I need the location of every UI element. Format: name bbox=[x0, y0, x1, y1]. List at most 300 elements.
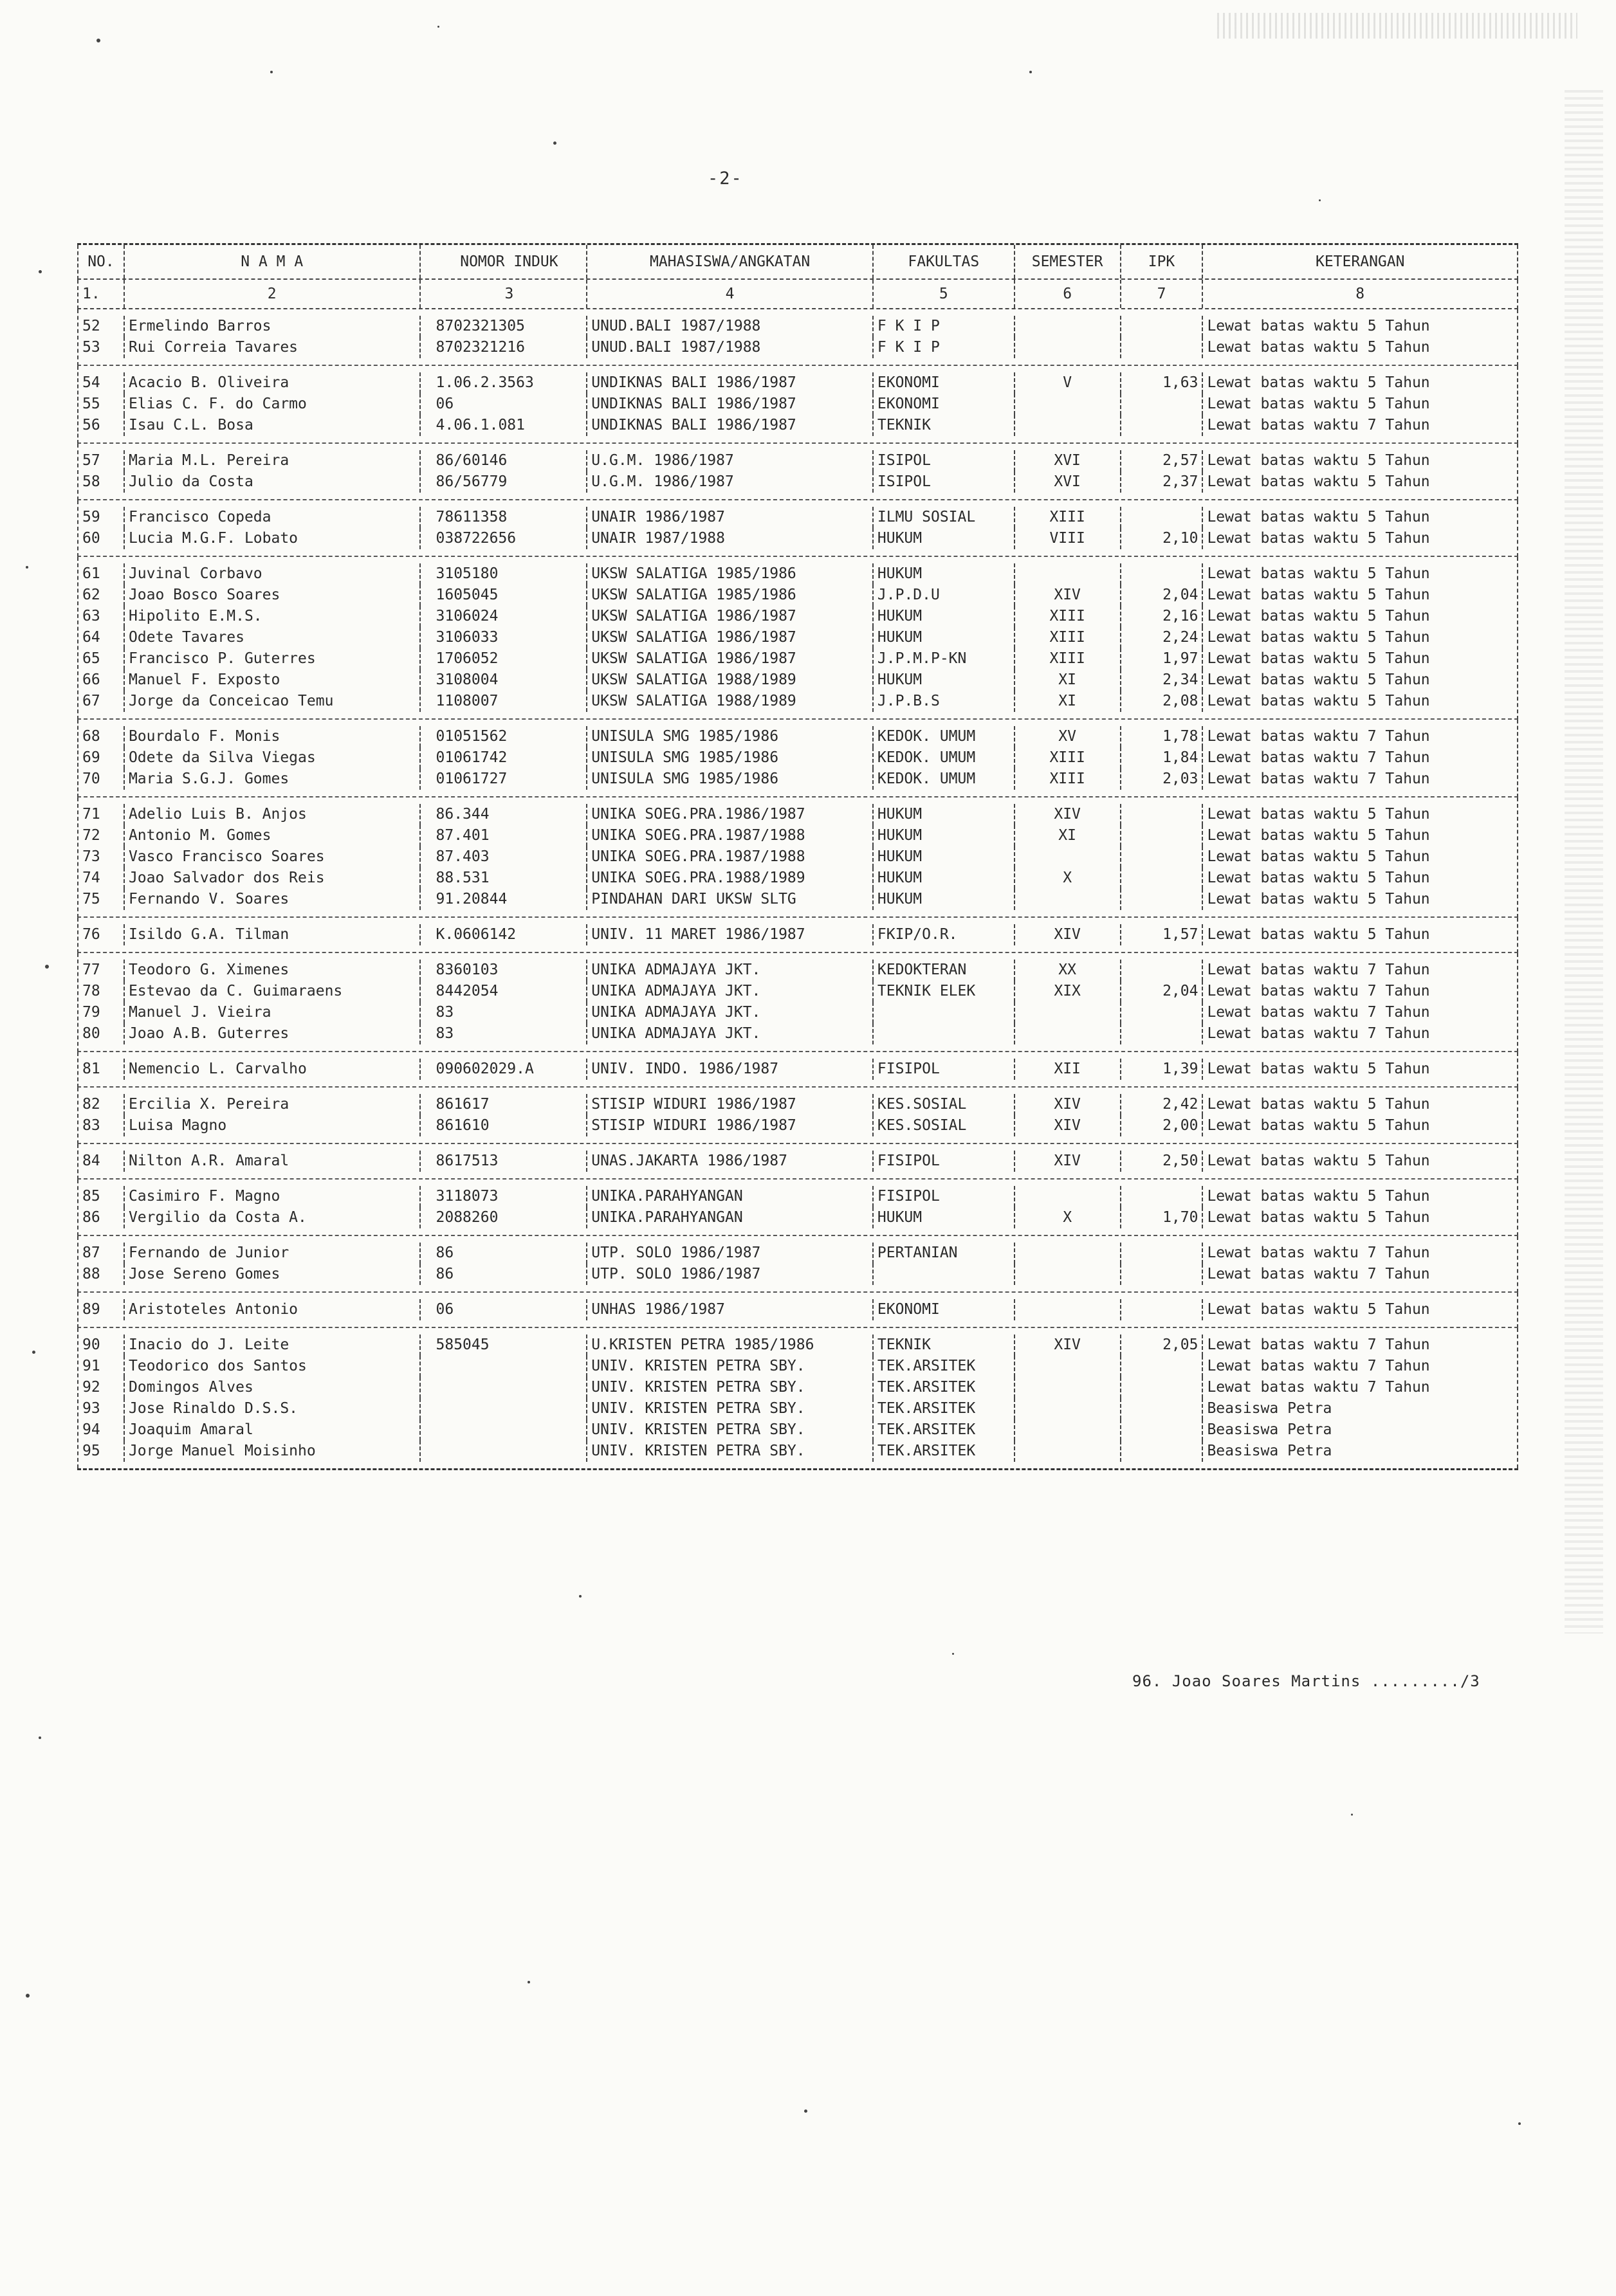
cell-ipk: 2,50 bbox=[1121, 1151, 1204, 1172]
table-row bbox=[78, 1094, 1517, 1115]
cell-nomor-induk: 4.06.1.081 bbox=[421, 415, 588, 436]
cell-no: 95 bbox=[78, 1441, 125, 1462]
cell-keterangan: Lewat batas waktu 5 Tahun bbox=[1207, 848, 1430, 865]
cell-angkatan: UKSW SALATIGA 1988/1989 bbox=[587, 670, 874, 691]
cell-no: 59 bbox=[78, 507, 125, 528]
cell-ipk bbox=[1121, 1264, 1204, 1285]
cell-ipk bbox=[1121, 1419, 1204, 1441]
cell-semester: XIV bbox=[1015, 1151, 1121, 1172]
cell-keterangan: Lewat batas waktu 7 Tahun bbox=[1207, 728, 1430, 745]
cell-nomor-induk: 8360103 bbox=[421, 960, 588, 981]
cell-nama: Joao Salvador dos Reis bbox=[125, 868, 421, 889]
scan-speck bbox=[553, 141, 556, 145]
table-row bbox=[78, 528, 1517, 549]
cell-semester bbox=[1015, 415, 1121, 436]
institution-group bbox=[77, 500, 1518, 557]
cell-fakultas: HUKUM bbox=[874, 1207, 1015, 1228]
cell-nama: Isau C.L. Bosa bbox=[125, 415, 421, 436]
cell-ipk: 2,04 bbox=[1121, 585, 1204, 606]
table-row bbox=[78, 846, 1517, 868]
institution-group bbox=[77, 1180, 1518, 1236]
cell-angkatan: UTP. SOLO 1986/1987 bbox=[587, 1264, 874, 1285]
institution-group bbox=[77, 444, 1518, 500]
table-row bbox=[78, 1335, 1517, 1356]
cell-nama: Adelio Luis B. Anjos bbox=[125, 804, 421, 825]
cell-nomor-induk: 8442054 bbox=[421, 981, 588, 1002]
cell-fakultas: FISIPOL bbox=[874, 1186, 1015, 1207]
cell-nama: Vergilio da Costa A. bbox=[125, 1207, 421, 1228]
colnum-fakultas: 5 bbox=[874, 280, 1015, 308]
cell-no: 69 bbox=[78, 747, 125, 769]
cell-nama: Teodorico dos Santos bbox=[125, 1356, 421, 1377]
cell-keterangan: Lewat batas waktu 5 Tahun bbox=[1207, 1117, 1430, 1134]
institution-group bbox=[77, 1293, 1518, 1328]
cell-ipk: 1,70 bbox=[1121, 1207, 1204, 1228]
cell-ipk bbox=[1121, 825, 1204, 846]
institution-group bbox=[77, 309, 1518, 366]
cell-angkatan: UNIV. KRISTEN PETRA SBY. bbox=[587, 1356, 874, 1377]
table-row bbox=[78, 415, 1517, 436]
cell-fakultas: EKONOMI bbox=[874, 394, 1015, 415]
cell-nama: Juvinal Corbavo bbox=[125, 563, 421, 585]
cell-fakultas: HUKUM bbox=[874, 804, 1015, 825]
cell-nama: Jorge da Conceicao Temu bbox=[125, 691, 421, 712]
cell-keterangan: Lewat batas waktu 5 Tahun bbox=[1207, 870, 1430, 886]
scan-speck bbox=[1029, 71, 1032, 73]
cell-no: 71 bbox=[78, 804, 125, 825]
institution-group bbox=[77, 1052, 1518, 1088]
cell-ipk bbox=[1121, 316, 1204, 337]
cell-ipk: 2,00 bbox=[1121, 1115, 1204, 1136]
student-table bbox=[77, 243, 1518, 1470]
cell-semester: XIV bbox=[1015, 1094, 1121, 1115]
cell-angkatan: UKSW SALATIGA 1985/1986 bbox=[587, 563, 874, 585]
cell-nama: Francisco P. Guterres bbox=[125, 648, 421, 670]
cell-nama: Jose Rinaldo D.S.S. bbox=[125, 1398, 421, 1419]
cell-ipk: 2,42 bbox=[1121, 1094, 1204, 1115]
cell-no: 75 bbox=[78, 889, 125, 910]
cell-semester: XIX bbox=[1015, 981, 1121, 1002]
cell-fakultas: HUKUM bbox=[874, 627, 1015, 648]
cell-nomor-induk: 8702321305 bbox=[421, 316, 588, 337]
cell-keterangan: Lewat batas waktu 7 Tahun bbox=[1207, 1025, 1430, 1042]
cell-semester: XIII bbox=[1015, 648, 1121, 670]
cell-semester bbox=[1015, 563, 1121, 585]
colnum-nama: 2 bbox=[125, 280, 421, 308]
cell-angkatan: UKSW SALATIGA 1988/1989 bbox=[587, 691, 874, 712]
cell-keterangan: Lewat batas waktu 5 Tahun bbox=[1207, 318, 1430, 334]
table-header bbox=[77, 245, 1518, 280]
cell-nama: Fernando de Junior bbox=[125, 1243, 421, 1264]
cell-no: 67 bbox=[78, 691, 125, 712]
cell-keterangan: Lewat batas waktu 5 Tahun bbox=[1207, 374, 1430, 391]
cell-keterangan: Lewat batas waktu 5 Tahun bbox=[1207, 629, 1430, 646]
cell-angkatan: UNIKA ADMAJAYA JKT. bbox=[587, 960, 874, 981]
cell-semester bbox=[1015, 1243, 1121, 1264]
cell-nama: Fernando V. Soares bbox=[125, 889, 421, 910]
institution-group bbox=[77, 366, 1518, 444]
cell-angkatan: UNIKA ADMAJAYA JKT. bbox=[587, 1002, 874, 1023]
cell-ipk: 1,57 bbox=[1121, 924, 1204, 945]
cell-no: 60 bbox=[78, 528, 125, 549]
cell-fakultas: EKONOMI bbox=[874, 372, 1015, 394]
cell-semester: XI bbox=[1015, 670, 1121, 691]
cell-angkatan: STISIP WIDURI 1986/1987 bbox=[587, 1094, 874, 1115]
cell-nomor-induk: 01061742 bbox=[421, 747, 588, 769]
colnum-nomor-induk: 3 bbox=[421, 280, 588, 308]
cell-no: 66 bbox=[78, 670, 125, 691]
cell-nomor-induk bbox=[421, 1356, 588, 1377]
cell-angkatan: UNIKA SOEG.PRA.1986/1987 bbox=[587, 804, 874, 825]
scan-speck bbox=[45, 965, 49, 969]
table-row bbox=[78, 1356, 1517, 1377]
scan-speck bbox=[270, 71, 273, 73]
cell-ipk: 1,39 bbox=[1121, 1059, 1204, 1080]
cell-nama: Julio da Costa bbox=[125, 471, 421, 493]
cell-nama: Maria S.G.J. Gomes bbox=[125, 769, 421, 790]
cell-angkatan: UNIV. KRISTEN PETRA SBY. bbox=[587, 1441, 874, 1462]
cell-nomor-induk: 3108004 bbox=[421, 670, 588, 691]
cell-semester: XI bbox=[1015, 691, 1121, 712]
colnum-semester: 6 bbox=[1015, 280, 1121, 308]
cell-no: 78 bbox=[78, 981, 125, 1002]
cell-angkatan: UNAIR 1986/1987 bbox=[587, 507, 874, 528]
header-ipk: IPK bbox=[1121, 245, 1204, 278]
cell-angkatan: UNHAS 1986/1987 bbox=[587, 1299, 874, 1320]
institution-group bbox=[77, 1088, 1518, 1144]
header-keterangan: KETERANGAN bbox=[1315, 253, 1405, 270]
cell-nama: Ermelindo Barros bbox=[125, 316, 421, 337]
cell-nomor-induk: 01061727 bbox=[421, 769, 588, 790]
cell-no: 93 bbox=[78, 1398, 125, 1419]
cell-ipk: 2,03 bbox=[1121, 769, 1204, 790]
cell-nomor-induk: 1605045 bbox=[421, 585, 588, 606]
cell-semester: VIII bbox=[1015, 528, 1121, 549]
cell-angkatan: UNDIKNAS BALI 1986/1987 bbox=[587, 394, 874, 415]
cell-fakultas: KEDOK. UMUM bbox=[874, 726, 1015, 747]
cell-nomor-induk: 83 bbox=[421, 1023, 588, 1044]
cell-angkatan: UKSW SALATIGA 1986/1987 bbox=[587, 627, 874, 648]
cell-no: 88 bbox=[78, 1264, 125, 1285]
cell-no: 65 bbox=[78, 648, 125, 670]
cell-no: 73 bbox=[78, 846, 125, 868]
cell-angkatan: UNISULA SMG 1985/1986 bbox=[587, 747, 874, 769]
cell-semester bbox=[1015, 337, 1121, 358]
cell-nomor-induk bbox=[421, 1377, 588, 1398]
cell-nomor-induk: 87.401 bbox=[421, 825, 588, 846]
header-semester: SEMESTER bbox=[1015, 245, 1121, 278]
cell-fakultas: J.P.B.S bbox=[874, 691, 1015, 712]
cell-fakultas: TEK.ARSITEK bbox=[874, 1377, 1015, 1398]
cell-semester bbox=[1015, 1299, 1121, 1320]
cell-nomor-induk: 91.20844 bbox=[421, 889, 588, 910]
table-row bbox=[78, 450, 1517, 471]
cell-keterangan: Beasiswa Petra bbox=[1207, 1400, 1332, 1417]
cell-no: 53 bbox=[78, 337, 125, 358]
cell-fakultas: KES.SOSIAL bbox=[874, 1094, 1015, 1115]
table-row bbox=[78, 924, 1517, 945]
cell-keterangan: Lewat batas waktu 7 Tahun bbox=[1207, 1266, 1430, 1282]
page-number: -2- bbox=[708, 169, 743, 188]
cell-fakultas: FKIP/O.R. bbox=[874, 924, 1015, 945]
cell-angkatan: U.KRISTEN PETRA 1985/1986 bbox=[587, 1335, 874, 1356]
cell-keterangan: Lewat batas waktu 5 Tahun bbox=[1207, 530, 1430, 547]
cell-no: 58 bbox=[78, 471, 125, 493]
cell-nama: Manuel J. Vieira bbox=[125, 1002, 421, 1023]
cell-semester bbox=[1015, 889, 1121, 910]
scan-speck bbox=[1518, 2122, 1521, 2125]
cell-nomor-induk: 8617513 bbox=[421, 1151, 588, 1172]
cell-nomor-induk: 83 bbox=[421, 1002, 588, 1023]
cell-keterangan: Lewat batas waktu 5 Tahun bbox=[1207, 671, 1430, 688]
cell-fakultas: HUKUM bbox=[874, 889, 1015, 910]
table-row bbox=[78, 507, 1517, 528]
cell-semester bbox=[1015, 1398, 1121, 1419]
cell-nomor-induk: 861617 bbox=[421, 1094, 588, 1115]
cell-angkatan: UNIV. KRISTEN PETRA SBY. bbox=[587, 1377, 874, 1398]
table-row bbox=[78, 1115, 1517, 1136]
table-row bbox=[78, 606, 1517, 627]
cell-fakultas: J.P.D.U bbox=[874, 585, 1015, 606]
cell-fakultas: PERTANIAN bbox=[874, 1243, 1015, 1264]
cell-nama: Bourdalo F. Monis bbox=[125, 726, 421, 747]
table-row bbox=[78, 316, 1517, 337]
cell-nomor-induk: 3118073 bbox=[421, 1186, 588, 1207]
scan-speck bbox=[437, 26, 439, 28]
scan-speck bbox=[528, 1981, 530, 1983]
cell-nama: Lucia M.G.F. Lobato bbox=[125, 528, 421, 549]
institution-group bbox=[77, 918, 1518, 953]
cell-nomor-induk: 3106033 bbox=[421, 627, 588, 648]
cell-nomor-induk: 86/60146 bbox=[421, 450, 588, 471]
cell-nomor-induk: K.0606142 bbox=[421, 924, 588, 945]
cell-keterangan: Lewat batas waktu 7 Tahun bbox=[1207, 1004, 1430, 1021]
cell-fakultas bbox=[874, 1002, 1015, 1023]
cell-ipk bbox=[1121, 1243, 1204, 1264]
cell-no: 64 bbox=[78, 627, 125, 648]
cell-no: 76 bbox=[78, 924, 125, 945]
cell-semester bbox=[1015, 394, 1121, 415]
cell-nama: Acacio B. Oliveira bbox=[125, 372, 421, 394]
cell-keterangan: Lewat batas waktu 5 Tahun bbox=[1207, 1096, 1430, 1113]
cell-ipk: 1,63 bbox=[1121, 372, 1204, 394]
cell-nomor-induk: 06 bbox=[421, 394, 588, 415]
cell-angkatan: U.G.M. 1986/1987 bbox=[587, 471, 874, 493]
table-row bbox=[78, 804, 1517, 825]
cell-semester bbox=[1015, 1377, 1121, 1398]
table-row bbox=[78, 868, 1517, 889]
cell-keterangan: Lewat batas waktu 5 Tahun bbox=[1207, 926, 1430, 943]
cell-nama: Odete da Silva Viegas bbox=[125, 747, 421, 769]
cell-no: 74 bbox=[78, 868, 125, 889]
cell-nomor-induk: 861610 bbox=[421, 1115, 588, 1136]
cell-angkatan: UNIKA SOEG.PRA.1988/1989 bbox=[587, 868, 874, 889]
cell-nama: Inacio do J. Leite bbox=[125, 1335, 421, 1356]
cell-nama: Teodoro G. Ximenes bbox=[125, 960, 421, 981]
cell-keterangan: Lewat batas waktu 7 Tahun bbox=[1207, 1358, 1430, 1374]
cell-ipk bbox=[1121, 1441, 1204, 1462]
cell-keterangan: Lewat batas waktu 5 Tahun bbox=[1207, 1209, 1430, 1226]
scan-noise-edge bbox=[1565, 90, 1603, 1634]
cell-semester bbox=[1015, 1023, 1121, 1044]
cell-fakultas: EKONOMI bbox=[874, 1299, 1015, 1320]
cell-ipk: 2,10 bbox=[1121, 528, 1204, 549]
cell-no: 79 bbox=[78, 1002, 125, 1023]
table-row bbox=[78, 1207, 1517, 1228]
cell-nama: Vasco Francisco Soares bbox=[125, 846, 421, 868]
cell-nomor-induk: 038722656 bbox=[421, 528, 588, 549]
cell-nama: Luisa Magno bbox=[125, 1115, 421, 1136]
table-row bbox=[78, 1441, 1517, 1462]
table-row bbox=[78, 726, 1517, 747]
cell-nama: Nemencio L. Carvalho bbox=[125, 1059, 421, 1080]
cell-keterangan: Beasiswa Petra bbox=[1207, 1421, 1332, 1438]
cell-fakultas: TEK.ARSITEK bbox=[874, 1419, 1015, 1441]
cell-angkatan: PINDAHAN DARI UKSW SLTG bbox=[587, 889, 874, 910]
scan-speck bbox=[1351, 1814, 1353, 1816]
cell-angkatan: UNIKA ADMAJAYA JKT. bbox=[587, 981, 874, 1002]
cell-ipk: 2,57 bbox=[1121, 450, 1204, 471]
table-row bbox=[78, 1151, 1517, 1172]
cell-no: 61 bbox=[78, 563, 125, 585]
cell-ipk: 2,37 bbox=[1121, 471, 1204, 493]
cell-semester: XI bbox=[1015, 825, 1121, 846]
cell-keterangan: Lewat batas waktu 5 Tahun bbox=[1207, 1301, 1430, 1318]
cell-nama: Estevao da C. Guimaraens bbox=[125, 981, 421, 1002]
cell-fakultas: TEKNIK bbox=[874, 415, 1015, 436]
cell-angkatan: UNIV. INDO. 1986/1987 bbox=[587, 1059, 874, 1080]
cell-keterangan: Lewat batas waktu 5 Tahun bbox=[1207, 806, 1430, 823]
cell-ipk bbox=[1121, 1002, 1204, 1023]
colnum-keterangan: 8 bbox=[1355, 285, 1365, 302]
scan-speck bbox=[952, 1653, 954, 1655]
cell-fakultas bbox=[874, 1264, 1015, 1285]
cell-fakultas: J.P.M.P-KN bbox=[874, 648, 1015, 670]
cell-ipk bbox=[1121, 804, 1204, 825]
cell-ipk bbox=[1121, 337, 1204, 358]
institution-group bbox=[77, 1328, 1518, 1468]
table-row bbox=[78, 471, 1517, 493]
table-row bbox=[78, 1059, 1517, 1080]
cell-keterangan: Lewat batas waktu 7 Tahun bbox=[1207, 1336, 1430, 1353]
cell-fakultas: TEK.ARSITEK bbox=[874, 1356, 1015, 1377]
cell-semester: XIV bbox=[1015, 804, 1121, 825]
cell-keterangan: Lewat batas waktu 5 Tahun bbox=[1207, 452, 1430, 469]
colnum-no: 1. bbox=[78, 280, 125, 308]
cell-semester: XIII bbox=[1015, 747, 1121, 769]
cell-nomor-induk: 86.344 bbox=[421, 804, 588, 825]
cell-semester: XIII bbox=[1015, 627, 1121, 648]
header-nomor-induk: NOMOR INDUK bbox=[421, 245, 588, 278]
cell-no: 85 bbox=[78, 1186, 125, 1207]
cell-nomor-induk bbox=[421, 1441, 588, 1462]
cell-nama: Aristoteles Antonio bbox=[125, 1299, 421, 1320]
scan-speck bbox=[804, 2109, 807, 2113]
institution-group bbox=[77, 1236, 1518, 1293]
cell-no: 62 bbox=[78, 585, 125, 606]
cell-ipk bbox=[1121, 1299, 1204, 1320]
cell-nama: Nilton A.R. Amaral bbox=[125, 1151, 421, 1172]
cell-nomor-induk bbox=[421, 1398, 588, 1419]
institution-group bbox=[77, 557, 1518, 720]
cell-angkatan: UKSW SALATIGA 1986/1987 bbox=[587, 648, 874, 670]
cell-nomor-induk: 01051562 bbox=[421, 726, 588, 747]
cell-ipk bbox=[1121, 846, 1204, 868]
cell-no: 77 bbox=[78, 960, 125, 981]
cell-nama: Rui Correia Tavares bbox=[125, 337, 421, 358]
table-row bbox=[78, 889, 1517, 910]
cell-ipk bbox=[1121, 1023, 1204, 1044]
cell-nomor-induk: 3105180 bbox=[421, 563, 588, 585]
table-row bbox=[78, 747, 1517, 769]
cell-angkatan: UNIKA SOEG.PRA.1987/1988 bbox=[587, 825, 874, 846]
cell-nomor-induk: 1706052 bbox=[421, 648, 588, 670]
institution-group bbox=[77, 797, 1518, 918]
cell-semester bbox=[1015, 1356, 1121, 1377]
cell-keterangan: Lewat batas waktu 5 Tahun bbox=[1207, 587, 1430, 603]
cell-semester: XIV bbox=[1015, 1335, 1121, 1356]
cell-ipk: 2,16 bbox=[1121, 606, 1204, 627]
cell-angkatan: UNISULA SMG 1985/1986 bbox=[587, 769, 874, 790]
table-row bbox=[78, 627, 1517, 648]
cell-no: 56 bbox=[78, 415, 125, 436]
cell-ipk bbox=[1121, 1398, 1204, 1419]
scan-speck bbox=[39, 1736, 41, 1739]
table-row bbox=[78, 394, 1517, 415]
cell-fakultas: F K I P bbox=[874, 337, 1015, 358]
table-row bbox=[78, 372, 1517, 394]
table-row bbox=[78, 1377, 1517, 1398]
cell-semester bbox=[1015, 1264, 1121, 1285]
cell-ipk bbox=[1121, 960, 1204, 981]
cell-semester bbox=[1015, 316, 1121, 337]
cell-fakultas: KEDOKTERAN bbox=[874, 960, 1015, 981]
cell-semester bbox=[1015, 846, 1121, 868]
cell-semester: XIV bbox=[1015, 585, 1121, 606]
header-angkatan: MAHASISWA/ANGKATAN bbox=[587, 245, 874, 278]
cell-nama: Hipolito E.M.S. bbox=[125, 606, 421, 627]
cell-fakultas: TEK.ARSITEK bbox=[874, 1398, 1015, 1419]
cell-angkatan: UKSW SALATIGA 1986/1987 bbox=[587, 606, 874, 627]
cell-keterangan: Lewat batas waktu 5 Tahun bbox=[1207, 396, 1430, 412]
table-row bbox=[78, 1264, 1517, 1285]
cell-ipk: 1,84 bbox=[1121, 747, 1204, 769]
cell-nomor-induk: 2088260 bbox=[421, 1207, 588, 1228]
table-row bbox=[78, 585, 1517, 606]
cell-no: 57 bbox=[78, 450, 125, 471]
cell-no: 72 bbox=[78, 825, 125, 846]
cell-keterangan: Lewat batas waktu 5 Tahun bbox=[1207, 1153, 1430, 1169]
cell-nomor-induk: 090602029.A bbox=[421, 1059, 588, 1080]
table-row bbox=[78, 1186, 1517, 1207]
cell-nomor-induk: 585045 bbox=[421, 1335, 588, 1356]
header-no: NO. bbox=[78, 245, 125, 278]
cell-semester: XIV bbox=[1015, 924, 1121, 945]
cell-fakultas bbox=[874, 1023, 1015, 1044]
cell-fakultas: KEDOK. UMUM bbox=[874, 747, 1015, 769]
table-row bbox=[78, 769, 1517, 790]
cell-angkatan: UNAS.JAKARTA 1986/1987 bbox=[587, 1151, 874, 1172]
cell-ipk bbox=[1121, 563, 1204, 585]
colnum-ipk: 7 bbox=[1121, 280, 1204, 308]
scan-speck bbox=[26, 1994, 30, 1998]
cell-no: 91 bbox=[78, 1356, 125, 1377]
cell-keterangan: Lewat batas waktu 7 Tahun bbox=[1207, 1379, 1430, 1396]
cell-fakultas: ISIPOL bbox=[874, 471, 1015, 493]
cell-angkatan: UNDIKNAS BALI 1986/1987 bbox=[587, 372, 874, 394]
cell-no: 54 bbox=[78, 372, 125, 394]
cell-nama: Elias C. F. do Carmo bbox=[125, 394, 421, 415]
